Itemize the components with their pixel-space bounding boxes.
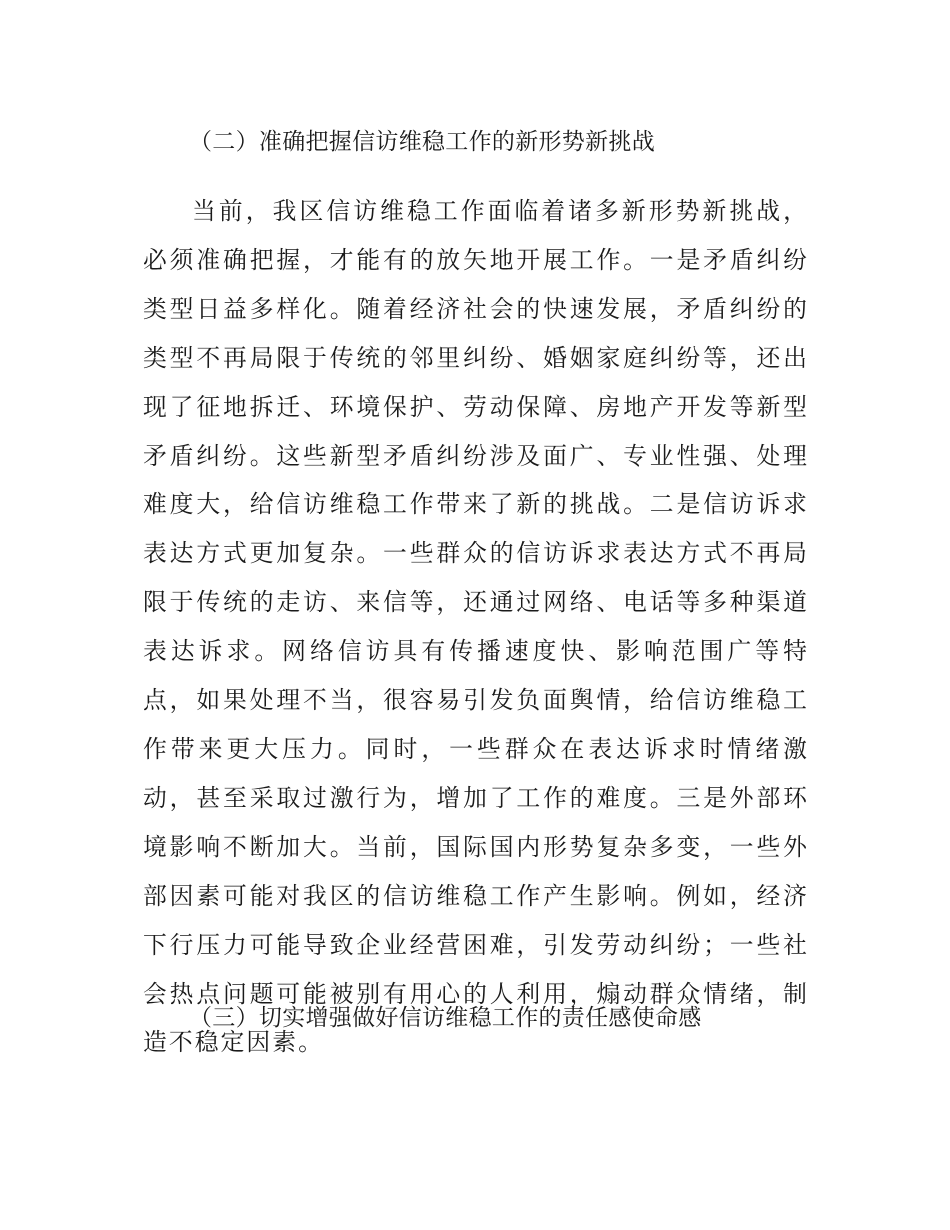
section-three-heading: （三）切实增强做好信访维稳工作的责任感使命感 xyxy=(189,1005,702,1031)
section-two-heading: （二）准确把握信访维稳工作的新形势新挑战 xyxy=(189,129,655,155)
section-two-paragraph: 当前，我区信访维稳工作面临着诸多新形势新挑战，必须准确把握，才能有的放矢地开展工作。一是矛盾纠纷类型日益多样化。随着经济社会的快速发展，矛盾纠纷的类型不再局限于传统的邻里纠纷、婚姻家庭纠纷等，还出现了征地拆迁、环境保护、劳动保障、房地产开发等新型矛盾纠纷。这些新型矛盾纠纷涉及面广、专业性强、处理难度大，给信访维稳工作带来了新的挑战。二是信访诉求表达方式更加复杂。一些群众的信访诉求表达方式不再局限于传统的走访、来信等，还通过网络、电话等多种渠道表达诉求。网络信访具有传播速度快、影响范围广等特点，如果处理不当，很容易引发负面舆情，给信访维稳工作带来更大压力。同时，一些群众在表达诉求时情绪激动，甚至采取过激行为，增加了工作的难度。三是外部环境影响不断加大。当前，国际国内形势复杂多变，一些外部因素可能对我区的信访维稳工作产生影响。例如，经济下行压力可能导致企业经营困难，引发劳动纠纷；一些社会热点问题可能被别有用心的人利用，煽动群众情绪，制造不稳定因素。 xyxy=(143,197,809,1057)
